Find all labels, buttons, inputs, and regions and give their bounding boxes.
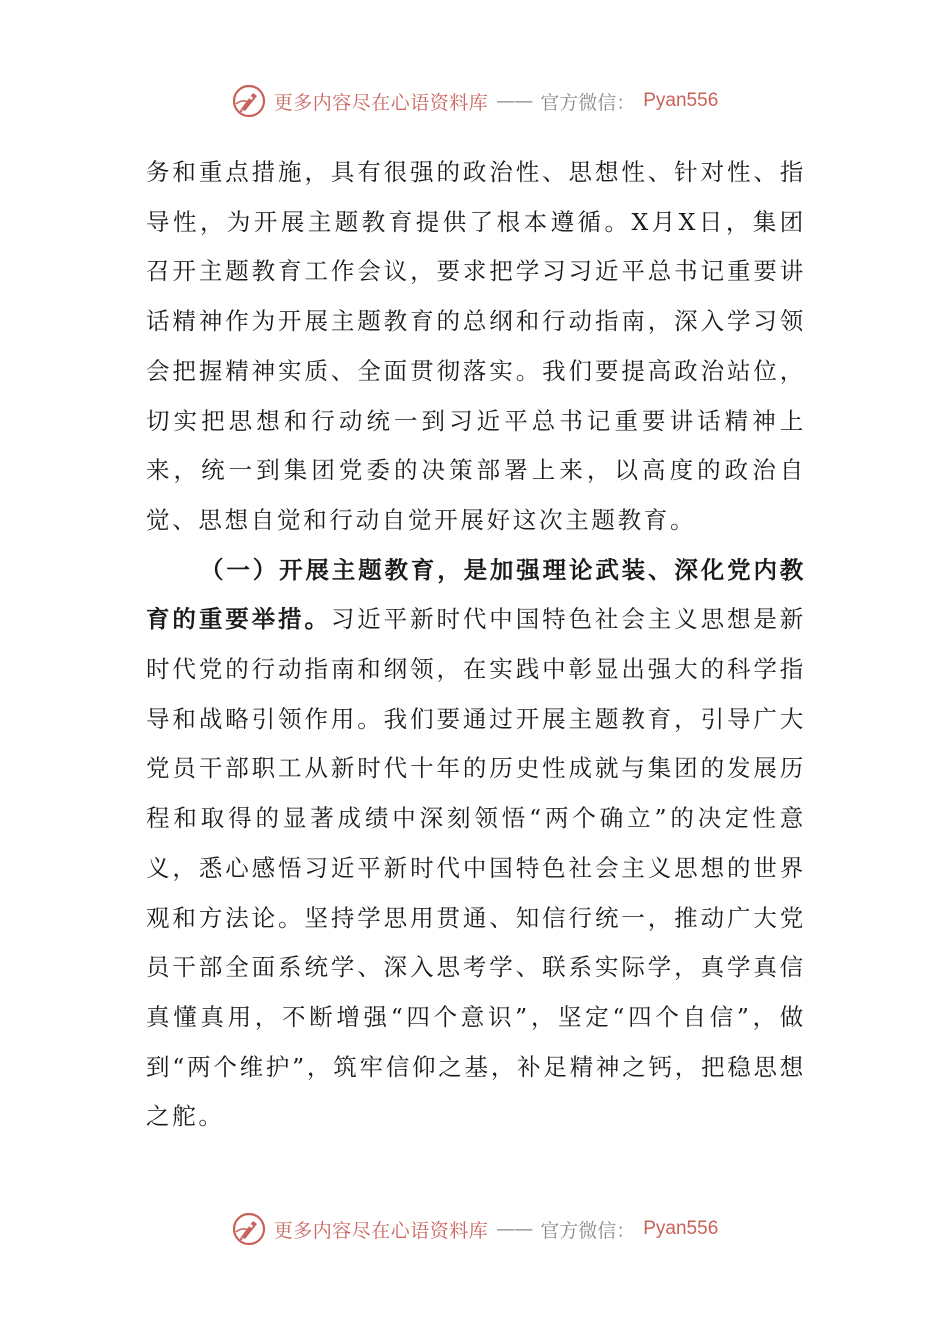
paragraph-2-heading: （一）开展主题教育，是加强理论武装、深化党内教育的重要举措。 [146,555,806,634]
pen-nib-logo-icon [232,84,266,118]
header-banner [0,84,950,118]
footer-wechat-id: Pyan556 [643,1218,719,1239]
header-site-text: 更多内容尽在心语资料库 [273,91,489,114]
footer-wechat-label: 官方微信： [540,1219,636,1242]
footer-banner [0,1212,950,1246]
header-wechat-label: 官方微信： [540,91,636,114]
header-dash: —— [496,90,533,112]
paragraph-2-body: 习近平新时代中国特色社会主义思想是新时代党的行动指南和纲领，在实践中彰显出强大的科学指导和战略引领作用。我们要通过开展主题教育，引导广大党员干部职工从新时代十年的历史性成就与集团的发展历程和取得的显著成绩中深刻领悟“两个确立”的决定性意义，悉心感悟习近平新时代中国特色社会主义思想的世界观和方法论。坚持学思用贯通、知信行统一，推动广大党员干部全面系统学、深入思考学、联系实际学，真学真信真懂真用，不断增强“四个意识”，坚定“四个自信”，做到“两个维护”，筑牢信仰之基，补足精神之钙，把稳思想之舵。 [146,605,806,1131]
paragraph-2 [146,546,806,1142]
header-wechat-id: Pyan556 [643,90,719,111]
pen-nib-logo-icon [232,1212,266,1246]
footer-dash: —— [496,1218,533,1240]
paragraph-1: 务和重点措施，具有很强的政治性、思想性、针对性、指导性，为开展主题教育提供了根本遵循。X月X日，集团召开主题教育工作会议，要求把学习习近平总书记重要讲话精神作为开展主题教育的总纲和行动指南，深入学习领会把握精神实质、全面贯彻落实。我们要提高政治站位，切实把思想和行动统一到习近平总书记重要讲话精神上来，统一到集团党委的决策部署上来，以高度的政治自觉、思想自觉和行动自觉开展好这次主题教育。 [146,158,806,534]
footer-site-text: 更多内容尽在心语资料库 [273,1219,489,1242]
document-body [146,148,806,1142]
